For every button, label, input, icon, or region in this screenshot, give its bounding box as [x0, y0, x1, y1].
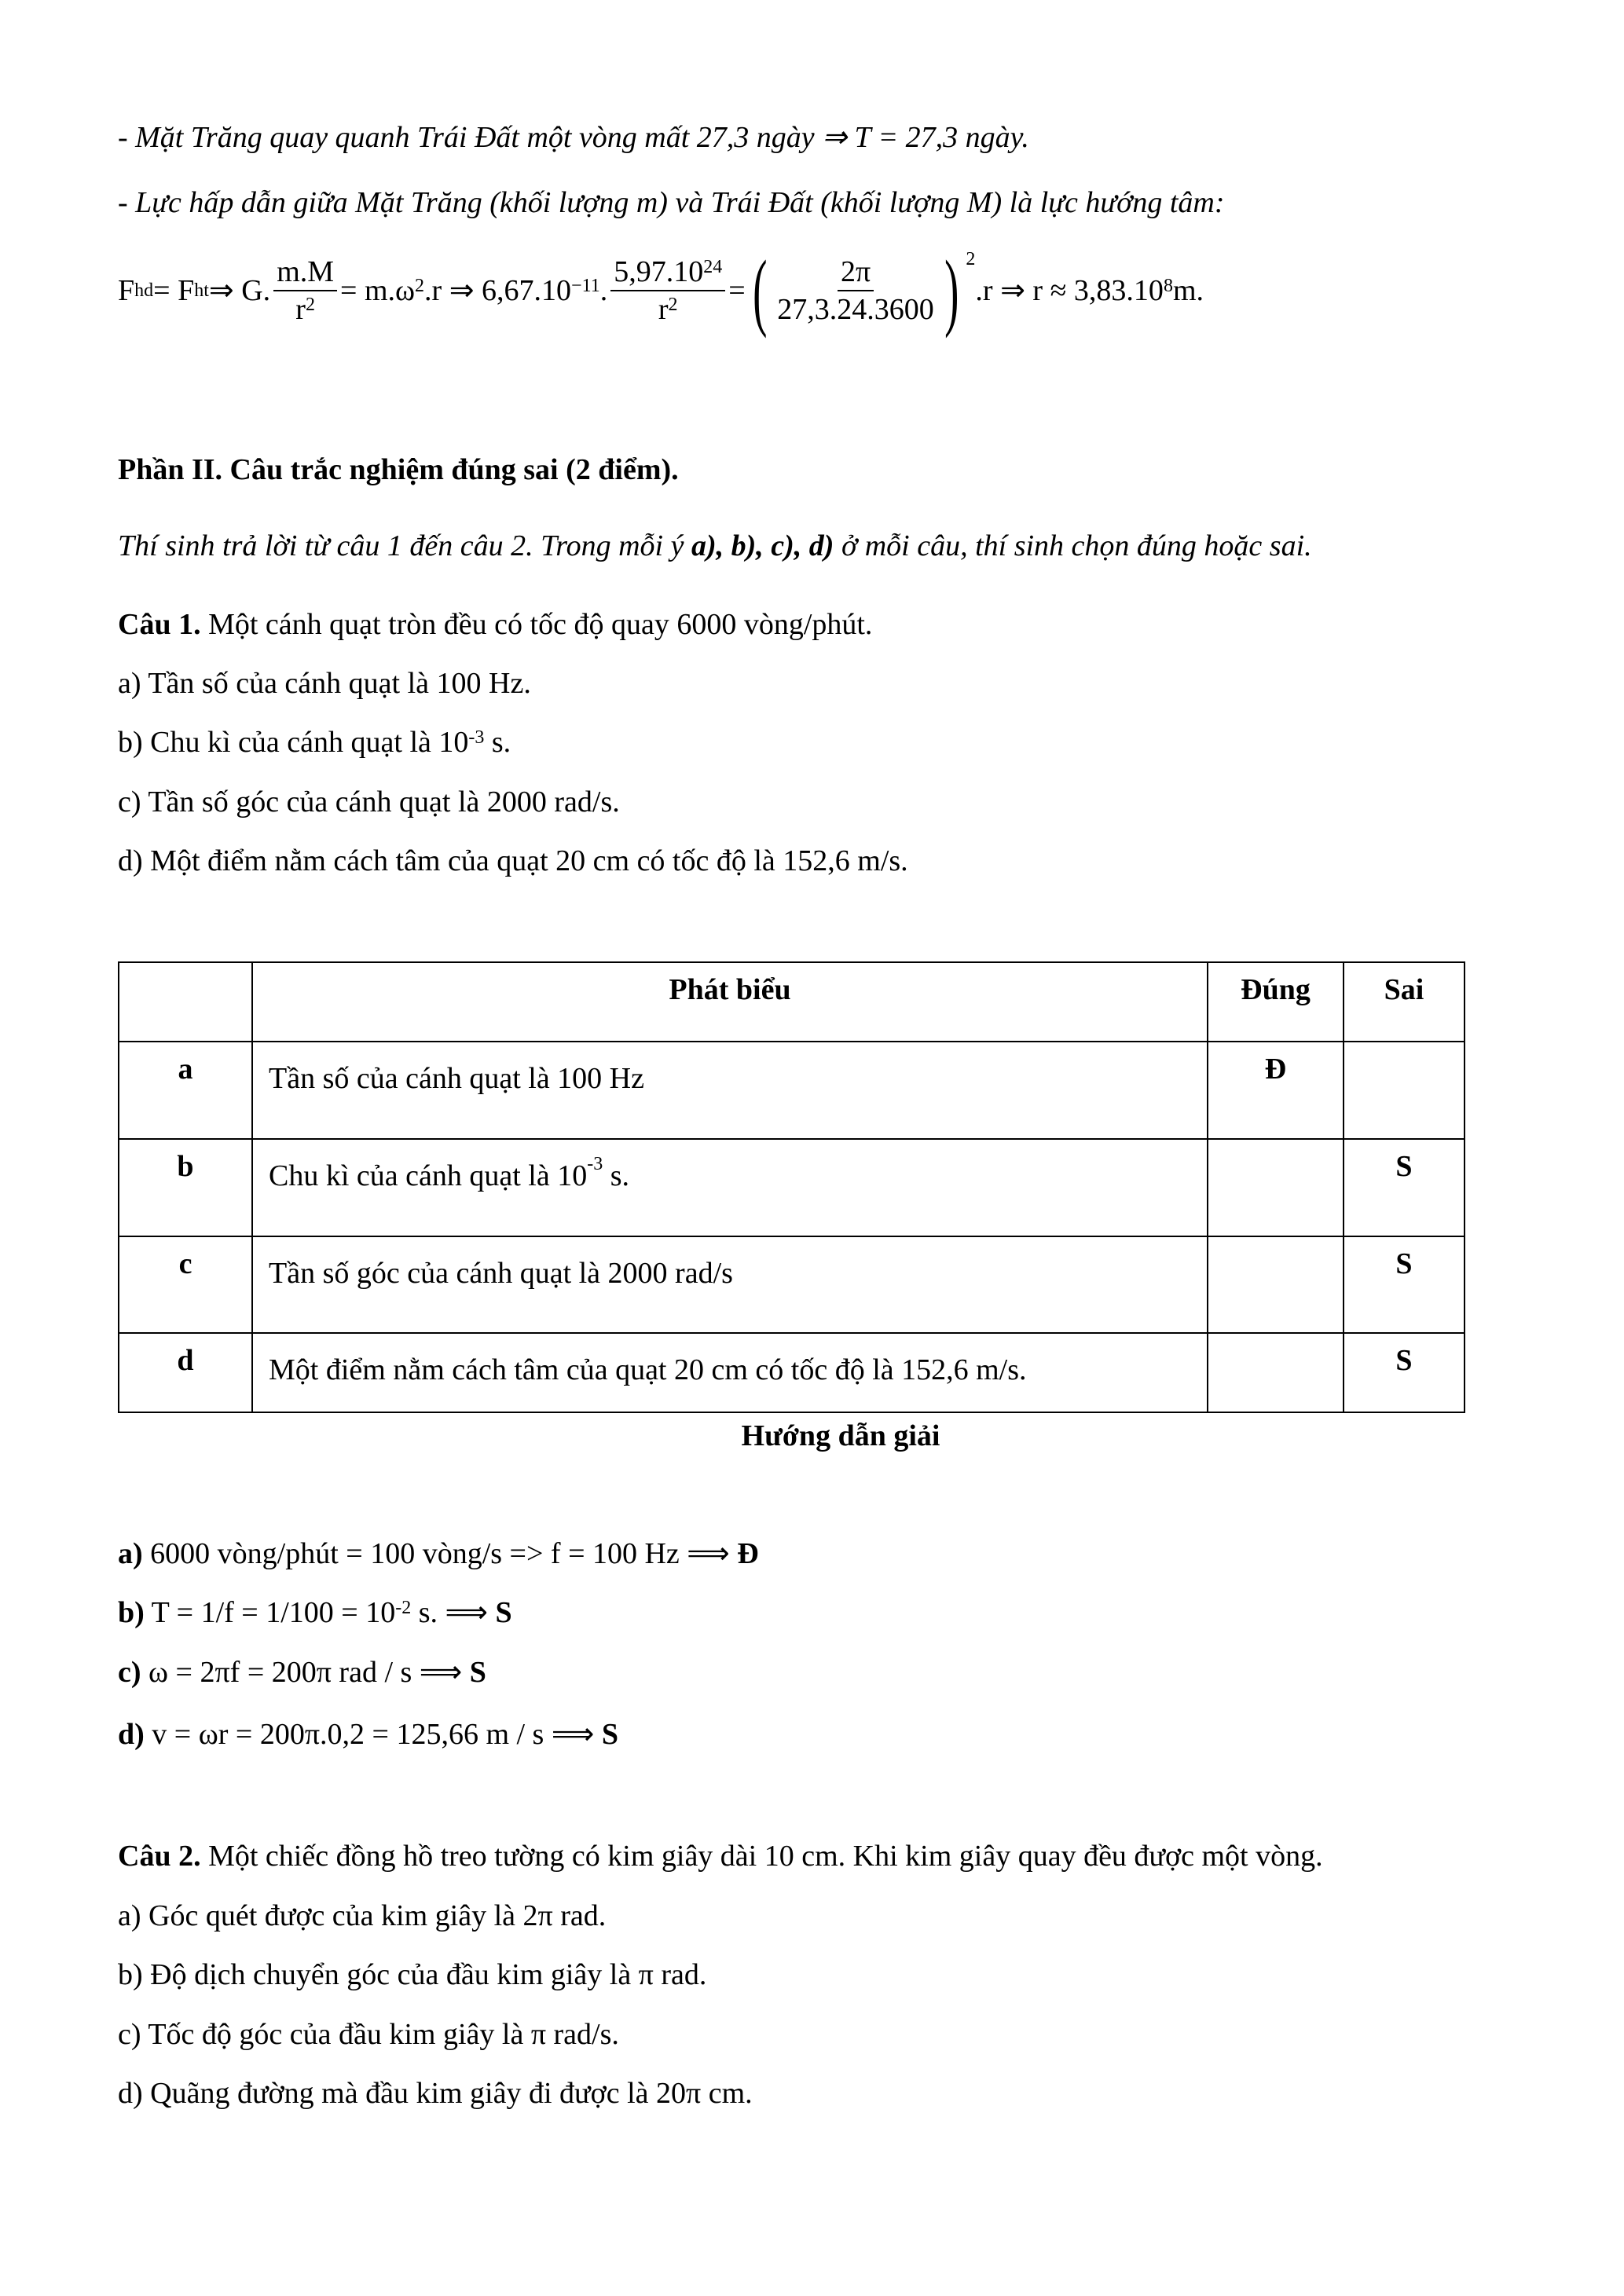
- q2-c: c) Tốc độ góc của đầu kim giây là π rad/s.: [118, 2018, 619, 2051]
- instr: Thí sinh trả lời từ câu 1 đến câu 2. Trong mỗi ý: [118, 529, 691, 562]
- guide-c: [118, 1654, 486, 1690]
- denominator: r: [295, 293, 306, 326]
- sai-cell: S: [1344, 1236, 1465, 1333]
- part2-title: Phần II. Câu trắc nghiệm đúng sai (2 điểm).: [118, 453, 679, 486]
- t: ω = 2πf = 200π rad / s ⟹: [141, 1656, 470, 1689]
- exponent: 2: [966, 249, 976, 269]
- f-part: .: [599, 274, 608, 307]
- f-part: = F: [153, 274, 195, 307]
- numerator: m.M: [273, 254, 337, 291]
- header-cell: [119, 962, 252, 1042]
- exponent: -2: [395, 1598, 412, 1618]
- verdict: S: [495, 1596, 512, 1629]
- f-part: = m.ω: [340, 274, 416, 307]
- f-part: .r ⇒ r ≈ 3,83.10: [975, 274, 1164, 307]
- l: b): [118, 1596, 145, 1629]
- exponent: -3: [468, 727, 485, 748]
- f-part: F: [118, 274, 135, 307]
- verdict: S: [469, 1656, 486, 1689]
- verdict: Đ: [737, 1537, 759, 1570]
- table-row: [119, 1333, 1465, 1412]
- q1-a: a) Tần số của cánh quạt là 100 Hz.: [118, 667, 531, 700]
- dung-cell: [1208, 1333, 1344, 1412]
- verdict: S: [601, 1718, 618, 1751]
- t: Một điểm nằm cách tâm của quạt 20 cm có tốc độ là 152,6 m/s.: [269, 1353, 1027, 1386]
- answer-table: [118, 961, 1465, 1413]
- stem: Một cánh quạt tròn đều có tốc độ quay 6000 vòng/phút.: [200, 608, 873, 641]
- q1-label: Câu 1.: [118, 608, 201, 641]
- part2-instructions: [118, 528, 1312, 564]
- statement: [252, 1333, 1208, 1412]
- statement: [252, 1236, 1208, 1333]
- row-key: b: [119, 1139, 252, 1236]
- intro-line-1: - Mặt Trăng quay quanh Trái Đất một vòng mất 27,3 ngày ⇒ T = 27,3 ngày.: [118, 121, 1029, 154]
- row-key: c: [119, 1236, 252, 1333]
- f-part: m.: [1172, 274, 1204, 307]
- sai-cell: S: [1344, 1139, 1465, 1236]
- header-cell: Phát biểu: [252, 962, 1208, 1042]
- q1-c: c) Tần số góc của cánh quạt là 2000 rad/s.: [118, 785, 620, 818]
- t: T = 1/f = 1/100 = 10: [144, 1596, 396, 1629]
- left-paren: (: [752, 243, 768, 339]
- f-part: =: [728, 274, 746, 307]
- instr-bold: a), b), c), d): [691, 529, 834, 562]
- fraction: [273, 254, 337, 328]
- f-part: .r ⇒ 6,67.10: [424, 274, 572, 307]
- dung-cell: [1208, 1139, 1344, 1236]
- stem: Một chiếc đồng hồ treo tường có kim giây dài 10 cm. Khi kim giây quay đều được một vòng.: [200, 1840, 1323, 1873]
- fraction: [777, 254, 934, 328]
- t: s.: [603, 1159, 630, 1192]
- table-row: [119, 1236, 1465, 1333]
- gravity-formula: [118, 236, 1204, 346]
- row-key: a: [119, 1042, 252, 1139]
- dung-cell: [1208, 1236, 1344, 1333]
- exponent: −11: [571, 276, 600, 296]
- statement: [252, 1042, 1208, 1139]
- sai-cell: [1344, 1042, 1465, 1139]
- t: s. ⟹: [411, 1596, 496, 1629]
- guide-a: [118, 1536, 759, 1572]
- table-row: [119, 1139, 1465, 1236]
- exponent: 8: [1163, 276, 1173, 296]
- dung-cell: Đ: [1208, 1042, 1344, 1139]
- q1-stem: [118, 606, 872, 643]
- instr: ở mỗi câu, thí sinh chọn đúng hoặc sai.: [834, 529, 1312, 562]
- exponent: 2: [668, 295, 678, 315]
- statement: [252, 1139, 1208, 1236]
- guide-b: [118, 1595, 512, 1631]
- fraction: [610, 254, 725, 328]
- q2-b: b) Độ dịch chuyển góc của đầu kim giây là π rad.: [118, 1958, 707, 1991]
- q1-b: [118, 724, 511, 760]
- sai-cell: S: [1344, 1333, 1465, 1412]
- t: Chu kì của cánh quạt là 10: [269, 1159, 588, 1192]
- l: d): [118, 1718, 145, 1751]
- t: b) Chu kì của cánh quạt là 10: [118, 726, 469, 759]
- f-part: ⇒ G.: [208, 274, 271, 307]
- t: Tần số góc của cánh quạt là 2000 rad/s: [269, 1257, 733, 1290]
- guide-d: [118, 1716, 618, 1752]
- t: v = ωr = 200π.0,2 = 125,66 m / s ⟹: [144, 1718, 602, 1751]
- exponent: 2: [305, 295, 315, 315]
- exponent: 2: [415, 276, 425, 296]
- q2-a: a) Góc quét được của kim giây là 2π rad.: [118, 1899, 607, 1932]
- table-row: [119, 1042, 1465, 1139]
- header-cell: Sai: [1344, 962, 1465, 1042]
- l: c): [118, 1656, 141, 1689]
- exponent: 24: [703, 257, 723, 277]
- right-paren: ): [944, 243, 959, 339]
- intro-line-2: - Lực hấp dẫn giữa Mặt Trăng (khối lượng m) và Trái Đất (khối lượng M) là lực hướng tâm:: [118, 186, 1225, 219]
- numerator: 2π: [838, 254, 874, 291]
- t: 6000 vòng/phút = 100 vòng/s => f = 100 Hz ⟹: [142, 1537, 738, 1570]
- row-key: d: [119, 1333, 252, 1412]
- q1-d: d) Một điểm nằm cách tâm của quạt 20 cm có tốc độ là 152,6 m/s.: [118, 844, 908, 877]
- numerator: 5,97.10: [614, 255, 704, 288]
- f-sub: hd: [134, 280, 154, 301]
- q2-d: d) Quãng đường mà đầu kim giây đi được là 20π cm.: [118, 2077, 753, 2110]
- exponent: -3: [587, 1154, 603, 1174]
- header-cell: Đúng: [1208, 962, 1344, 1042]
- q2-label: Câu 2.: [118, 1840, 201, 1873]
- t: Tần số của cánh quạt là 100 Hz: [269, 1062, 644, 1095]
- t: s.: [484, 726, 511, 759]
- denominator: r: [658, 293, 669, 326]
- l: a): [118, 1537, 143, 1570]
- table-header: [119, 962, 1465, 1042]
- denominator: 27,3.24.3600: [777, 293, 934, 326]
- q2-stem: [118, 1838, 1323, 1874]
- guide-title: Hướng dẫn giải: [741, 1419, 940, 1452]
- f-sub: ht: [194, 280, 209, 301]
